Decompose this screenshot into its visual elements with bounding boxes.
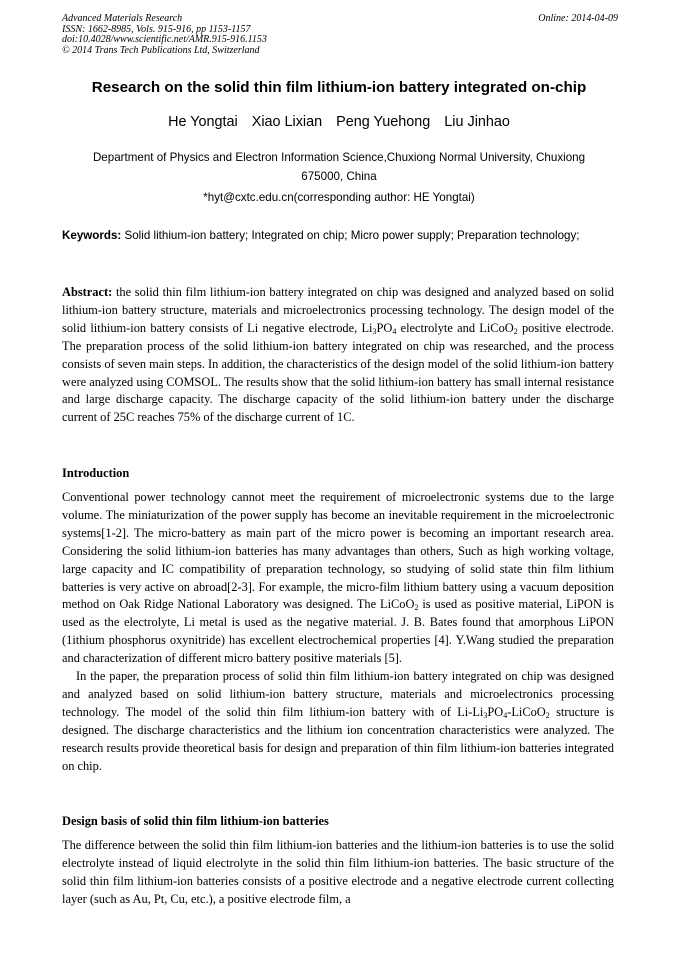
affiliation-line: Department of Physics and Electron Information Science,Chuxiong Normal University, Chuxiong [92,151,586,164]
paragraph-text: In the paper, the preparation process of solid thin film lithium-ion battery integrated on chip was designed and analyzed based on solid lithium-ion battery structure, materials and microelectronics processing technology. The model of the solid thin film lithium-ion battery with of Li-Li [62,669,614,719]
keywords-text: Solid lithium-ion battery; Integrated on chip; Micro power supply; Preparation technology; [121,229,580,242]
subscript: 4 [392,326,397,336]
subscript: 4 [503,710,508,720]
paragraph-text: structure is designed. The discharge characteristics and the lithium ion concentration characteristics were analyzed. The research results provide theoretical basis for design and preparation of thin film lithium-ion batteries integrated on chip. [62,704,615,773]
keywords [62,226,614,245]
author-name: Peng Yuehong [336,114,431,130]
issn-line: ISSN: 1662-8985, Vols. 915-916, pp 1153-1157 [62,23,251,35]
journal-name: Advanced Materials Research [62,13,183,24]
author-name: He Yongtai [168,114,238,130]
corresponding-email[interactable]: *hyt@cxtc.edu.cn(corresponding author: HE Yongtai) [203,191,475,204]
paragraph [62,668,614,775]
introduction-body [62,489,614,776]
paragraph-text: -LiCoO [507,704,546,719]
paragraph [62,489,614,668]
author-list [62,113,616,131]
paragraph-text: is used as positive material, LiPON is used as the electrolyte, Li metal is used as the negative material. J. B. Bates found that amorphous LiPON (1ithium phosphorus oxynitride) has excellent electrochemical properties [4]. Y.Wang studied the preparation and characterization of different micro battery positive materials [5]. [62,597,614,666]
affiliation-line: 675000, China [301,170,377,183]
keywords-label: Keywords: [62,229,122,242]
abstract-text: PO [376,320,393,335]
abstract-text: the solid thin film lithium-ion battery integrated on chip was designed and analyzed based on solid lithium-ion battery structure, materials and microelectronics processing technology. The design model of the solid lithium-ion battery consists of Li negative electrode, Li [62,285,614,335]
abstract-text: electrolyte and LiCoO [396,320,514,335]
subscript: 3 [372,326,377,336]
paper-title: Research on the solid thin film lithium-ion battery integrated on-chip [91,79,587,96]
author-name: Liu Jinhao [444,114,510,130]
subscript: 3 [483,710,488,720]
section-heading-introduction: Introduction [62,466,130,480]
abstract-label: Abstract: [62,285,113,299]
doi-line[interactable]: doi:10.4028/www.scientific.net/AMR.915-916.1153 [62,34,267,45]
author-name: Xiao Lixian [251,114,323,130]
journal-header [62,14,618,56]
affiliation [62,148,616,186]
paragraph-text: Conventional power technology cannot meet the requirement of microelectronic systems due to the large volume. The miniaturization of the power supply has become an inevitable requirement in the microelectronic systems[1-2]. The micro-battery as main part of the micro power is becoming an important research area. Considering the solid lithium-ion batteries has many advantages than others, Such as high working voltage, large capacity and IC compatibility of preparation technology, so studying of solid state thin film lithium batteries is very active on abroad[2-3]. For example, the micro-film lithium battery using a vacuum deposition method on Oak Ridge National Laboratory was designed. The LiCoO [62,490,614,612]
online-date: Online: 2014-04-09 [538,13,618,24]
paragraph-text: The difference between the solid thin film lithium-ion batteries and the lithium-ion batteries is to use the solid electrolyte instead of liquid electrolyte in the solid thin film lithium-ion batteries. The basic structure of the solid thin film lithium-ion batteries consists of a positive electrode and a negative electrode current collecting layer (such as Au, Pt, Cu, etc.), a positive electrode film, a [62,838,614,906]
section-heading-design-basis: Design basis of solid thin film lithium-ion batteries [62,814,329,828]
subscript: 2 [414,603,419,613]
subscript: 2 [545,710,550,720]
paragraph-text: PO [487,704,504,719]
copyright-line: © 2014 Trans Tech Publications Ltd, Switzerland [62,44,260,56]
design-basis-body [62,837,614,909]
abstract [62,284,614,427]
abstract-text: positive electrode. The preparation process of the solid lithium-ion battery integrated on chip was researched, and the process consists of seven main steps. In addition, the characteristics of the design model of the solid lithium-ion battery were analyzed using COMSOL. The results show that the solid lithium-ion battery has small internal resistance and large discharge capacity. The discharge capacity of the solid lithium-ion battery under the discharge current of 25C reaches 75% of the discharge current of 1C. [62,320,614,425]
subscript: 2 [513,326,518,336]
